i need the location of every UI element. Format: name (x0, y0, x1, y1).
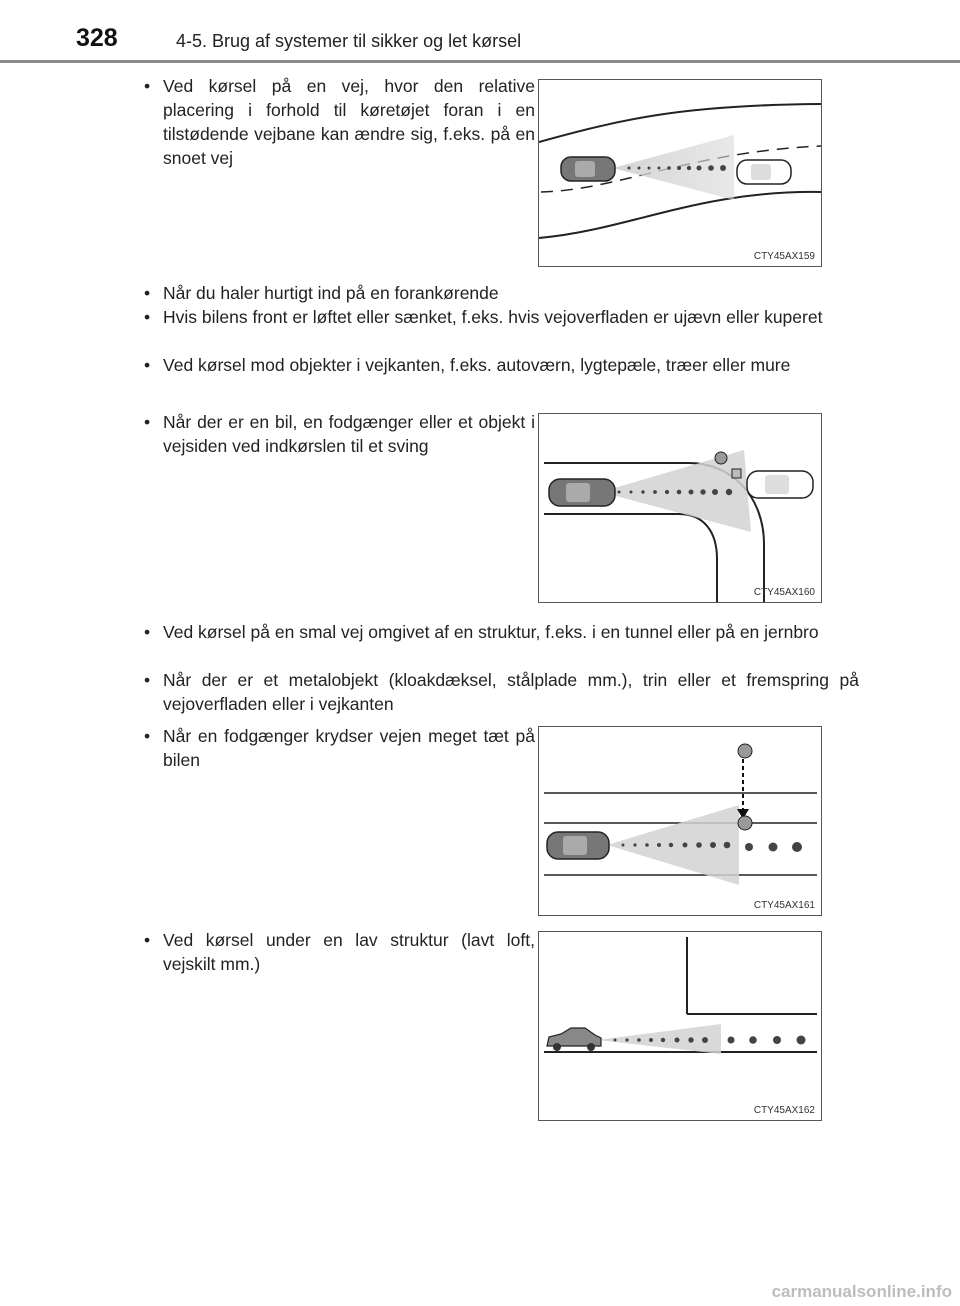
list-item: • Ved kørsel under en lav struktur (lavt loft, vejskilt mm.) (144, 928, 535, 976)
figure-code: CTY45AX162 (753, 1105, 815, 1116)
watermark: carmanualsonline.info (771, 1282, 952, 1301)
pedestrian-crossing-illustration (539, 727, 821, 915)
list-item: • Når der er en bil, en fodgænger eller et objekt i vejsiden ved indkørslen til et sving (144, 410, 535, 458)
figure-code: CTY45AX160 (753, 587, 815, 598)
list-item: • Når der er et metalobjekt (kloakdæksel, stålplade mm.), trin eller et fremspring på vejoverfladen eller i vejkanten (144, 668, 859, 716)
figure-curve-entry (538, 413, 822, 603)
curve-entry-illustration (539, 414, 821, 602)
winding-road-illustration (539, 80, 821, 266)
figure-code: CTY45AX159 (753, 251, 815, 262)
list-item: • Ved kørsel mod objekter i vejkanten, f.eks. autoværn, lygtepæle, træer eller mure (144, 353, 859, 377)
figure-low-structure (538, 931, 822, 1121)
list-item: • Ved kørsel på en vej, hvor den relative placering i forhold til køretøjet foran i en tilstødende vejbane kan ændre sig, f.eks. på en snoet vej (144, 74, 535, 170)
page-number: 328 (76, 24, 118, 52)
figure-pedestrian-crossing (538, 726, 822, 916)
low-structure-illustration (539, 932, 821, 1120)
list-item: • Når en fodgænger krydser vejen meget tæt på bilen (144, 724, 535, 772)
figure-code: CTY45AX161 (753, 900, 815, 911)
figure-winding-road (538, 79, 822, 267)
header-rule (0, 60, 960, 63)
section-title: 4-5. Brug af systemer til sikker og let kørsel (176, 31, 522, 51)
list-item: • Når du haler hurtigt ind på en forankørende (144, 281, 859, 305)
list-item: • Hvis bilens front er løftet eller sænket, f.eks. hvis vejoverfladen er ujævn eller kuperet (144, 305, 859, 329)
list-item: • Ved kørsel på en smal vej omgivet af en struktur, f.eks. i en tunnel eller på en jernbro (144, 620, 859, 644)
